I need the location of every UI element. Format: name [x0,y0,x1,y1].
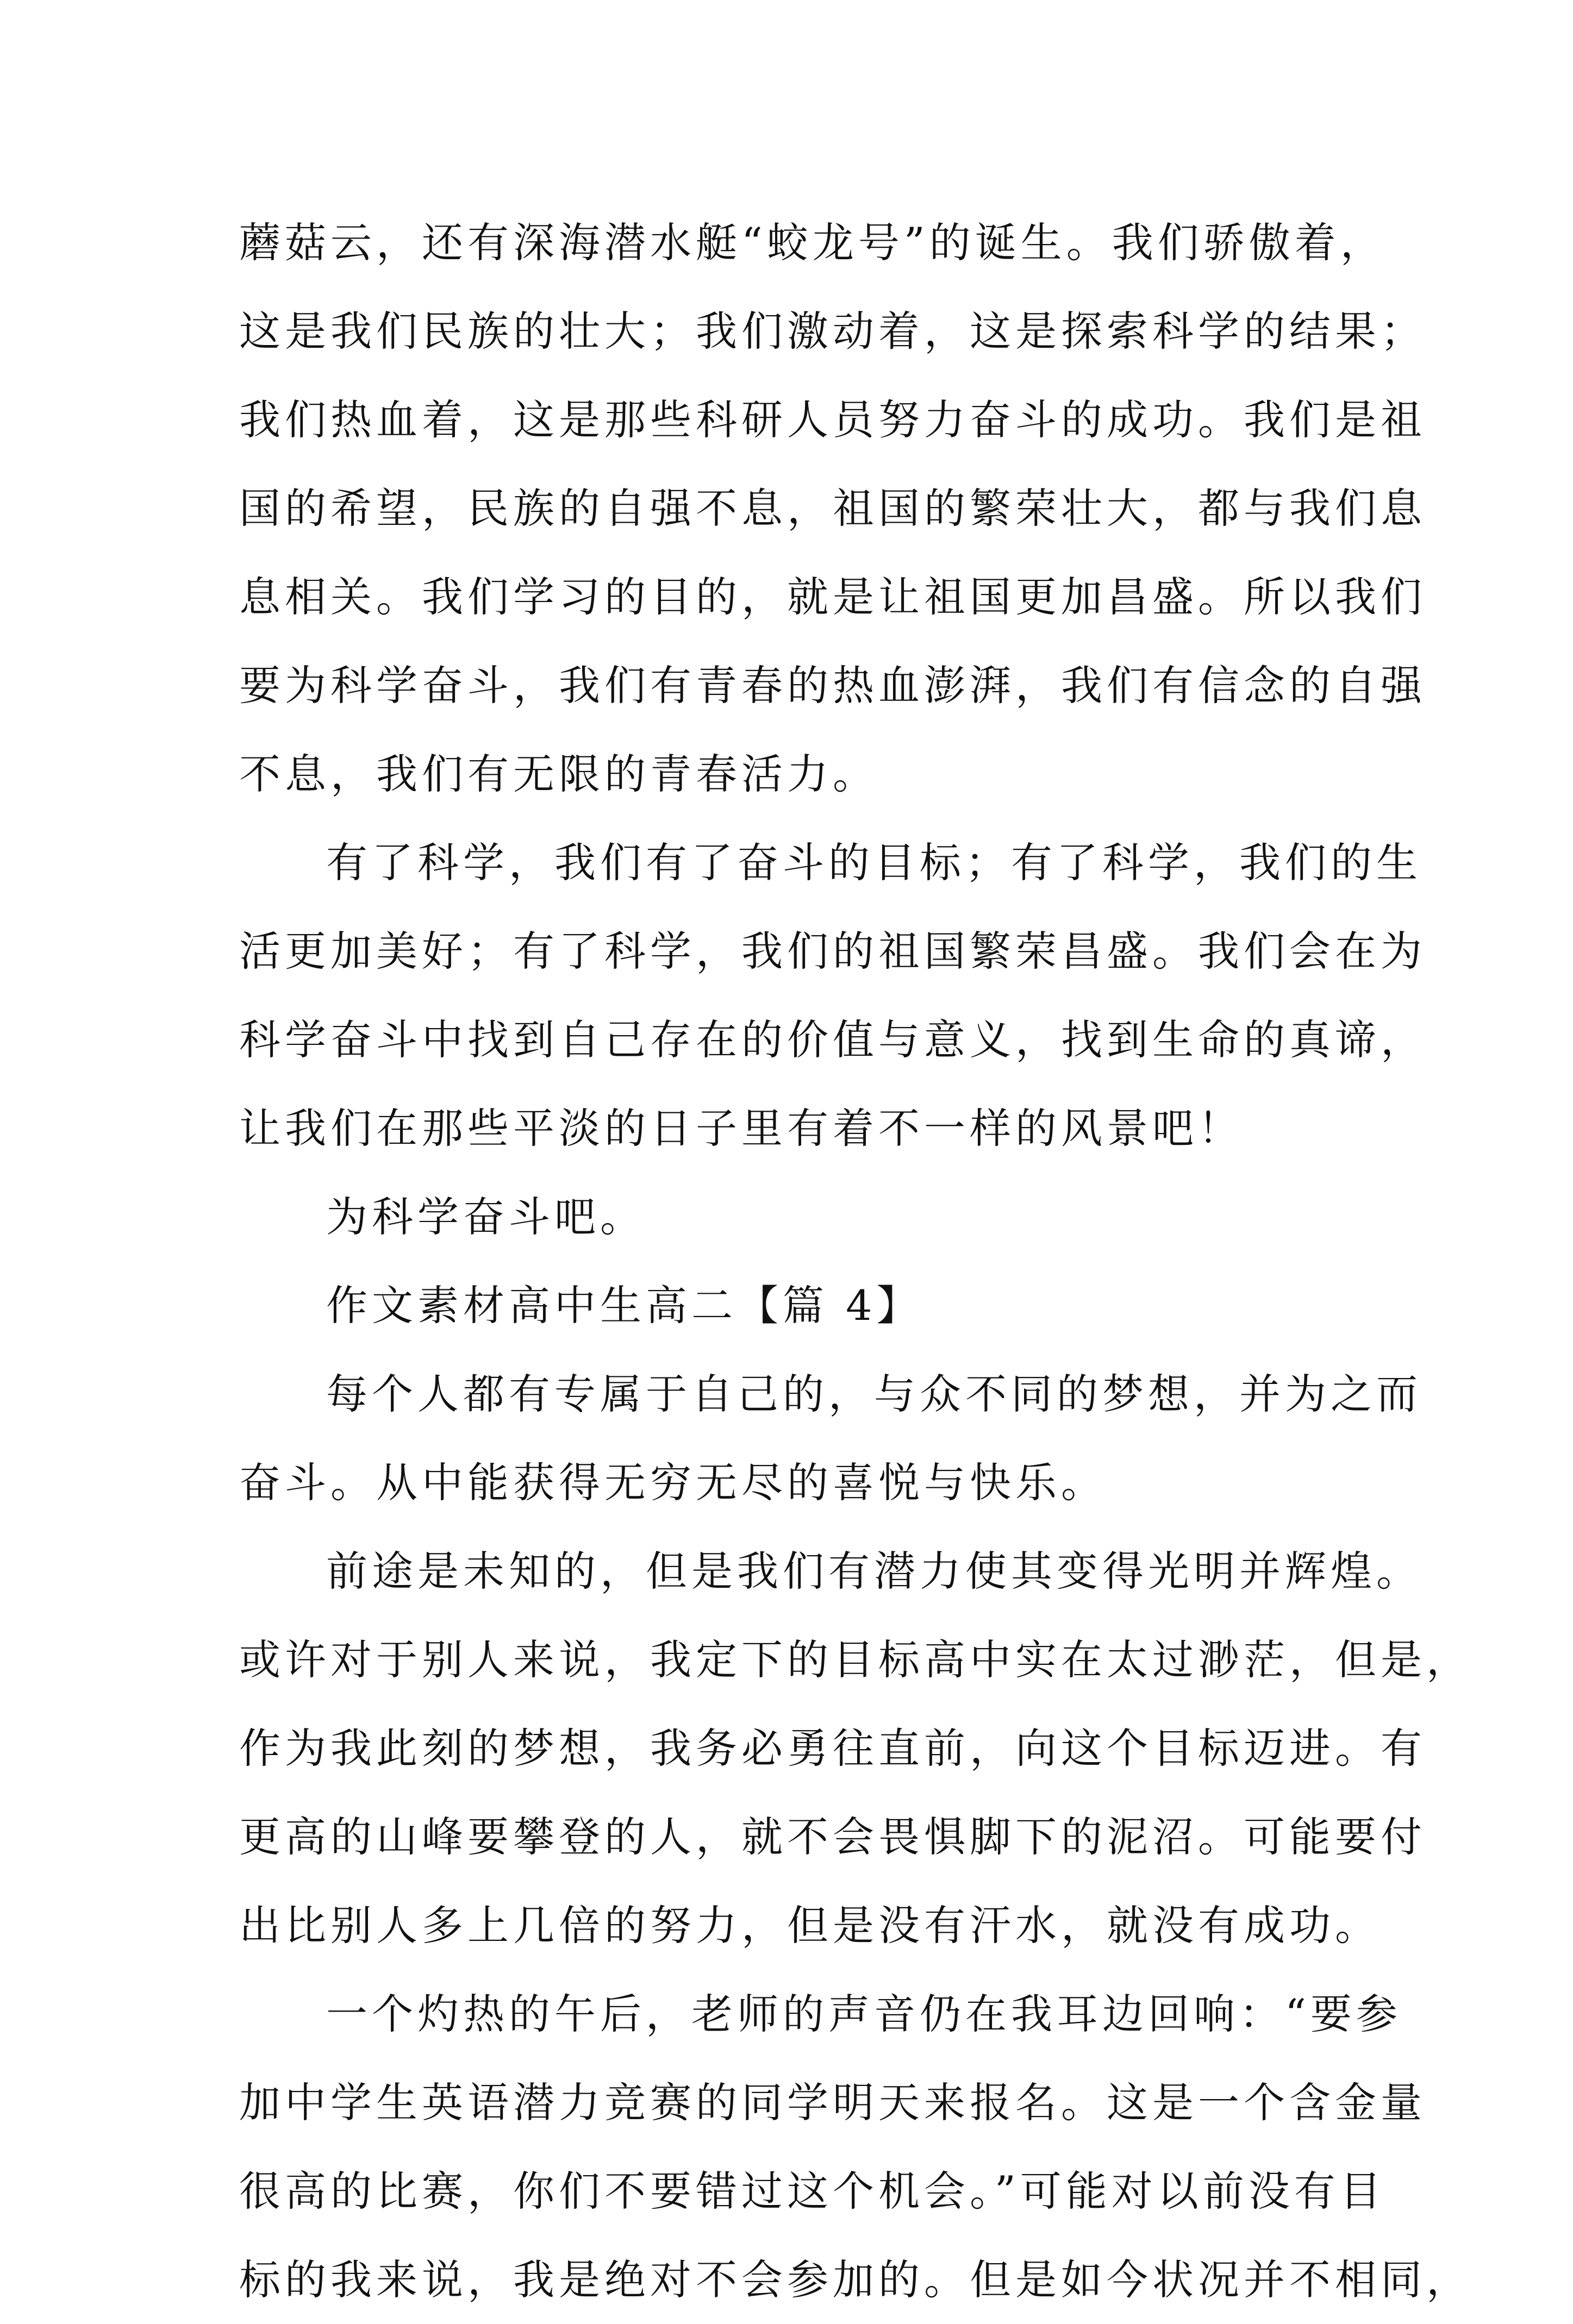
text-line: 息相关。我们学习的目的，就是让祖国更加昌盛。所以我们 [239,573,1426,621]
text-line: 科学奋斗中找到自己存在的价值与意义，找到生命的真谛， [239,1016,1426,1064]
text-line: 每个人都有专属于自己的，与众不同的梦想，并为之而 [326,1370,1422,1418]
text-line: 作为我此刻的梦想，我务必勇往直前，向这个目标迈进。有 [239,1724,1426,1772]
text-line: 或许对于别人来说，我定下的目标高中实在太过渺茫，但是， [239,1636,1472,1684]
text-line: 奋斗。从中能获得无穷无尽的喜悦与快乐。 [239,1458,1107,1507]
text-line: 一个灼热的午后，老师的声音仍在我耳边回响：“要参 [326,1990,1402,2038]
text-line: 很高的比赛，你们不要错过这个机会。”可能对以前没有目 [239,2167,1385,2215]
text-line: 要为科学奋斗，我们有青春的热血澎湃，我们有信念的自强 [239,661,1426,710]
text-line: 国的希望，民族的自强不息，祖国的繁荣壮大，都与我们息 [239,484,1426,533]
text-line: 更高的山峰要攀登的人，就不会畏惧脚下的泥沼。可能要付 [239,1813,1426,1861]
text-line: 让我们在那些平淡的日子里有着不一样的风景吧！ [239,1104,1244,1152]
text-line: 我们热血着，这是那些科研人员努力奋斗的成功。我们是祖 [239,396,1426,444]
text-line: 有了科学，我们有了奋斗的目标；有了科学，我们的生 [326,838,1422,887]
text-line: 活更加美好；有了科学，我们的祖国繁荣昌盛。我们会在为 [239,927,1426,975]
text-line: 出比别人多上几倍的努力，但是没有汗水，就没有成功。 [239,1901,1381,1950]
section-heading: 作文素材高中生高二【篇 4】 [326,1281,922,1330]
text-line: 蘑菇云，还有深海潜水艇“蛟龙号”的诞生。我们骄傲着， [239,218,1386,267]
document-body [239,198,1472,2324]
text-line: 这是我们民族的壮大；我们激动着，这是探索科学的结果； [239,307,1426,355]
text-line: 标的我来说，我是绝对不会参加的。但是如今状况并不相同， [239,2256,1472,2304]
text-line: 不息，我们有无限的青春活力。 [239,750,878,798]
text-line: 为科学奋斗吧。 [326,1193,646,1241]
text-line: 加中学生英语潜力竞赛的同学明天来报名。这是一个含金量 [239,2078,1426,2127]
text-line: 前途是未知的，但是我们有潜力使其变得光明并辉煌。 [326,1547,1422,1595]
